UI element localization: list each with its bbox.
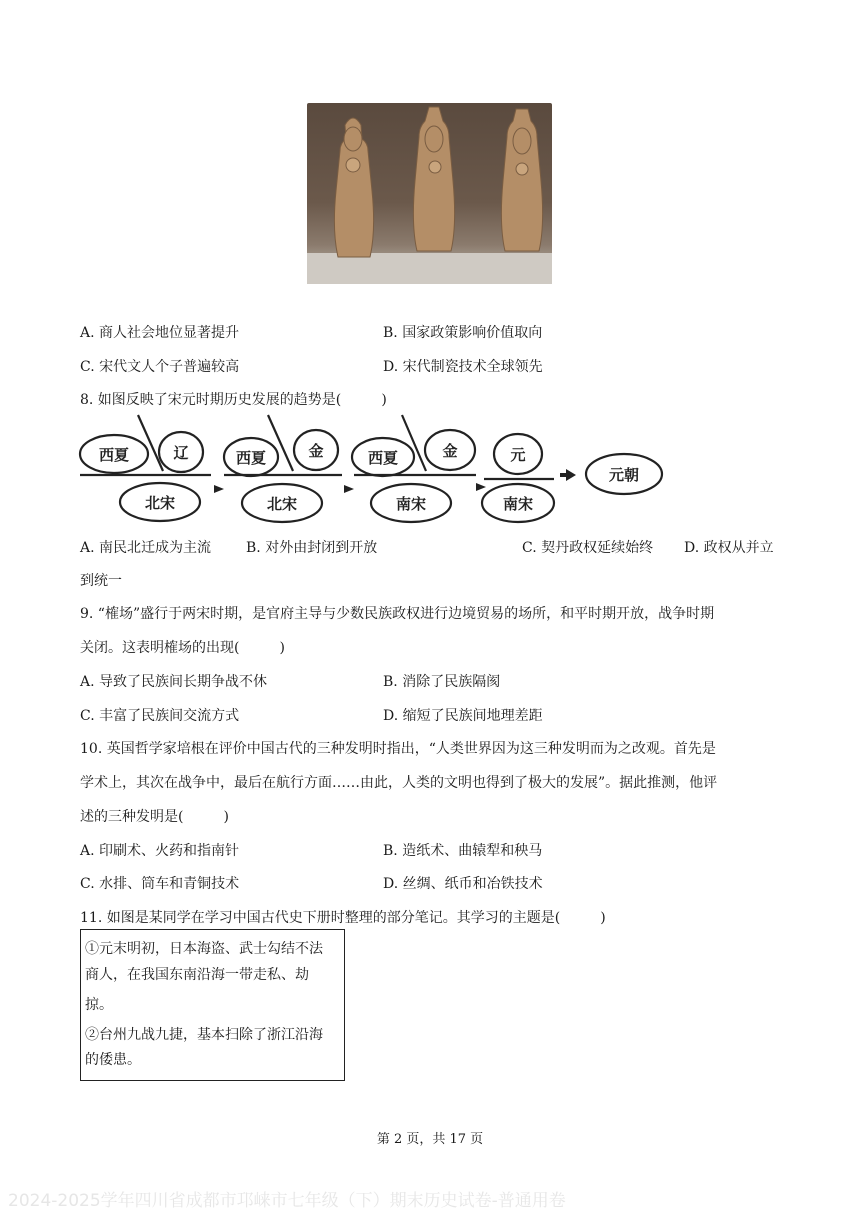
q10-stem-line3: 述的三种发明是( ) xyxy=(80,809,229,825)
q9-stem-line1: 9. “榷场”盛行于两宋时期，是官府主导与少数民族政权进行边境贸易的场所，和平时期开放，战争时期 xyxy=(80,606,715,622)
study-notes-box xyxy=(80,929,345,1081)
label-xixia-2: 西夏 xyxy=(235,449,267,467)
q8-option-d: D. 政权从并立 xyxy=(684,540,774,556)
q10-option-a: A. 印刷术、火药和指南针 xyxy=(80,843,240,859)
page-number: 第 2 页，共 17 页 xyxy=(376,1132,484,1147)
q10-stem-line1: 10. 英国哲学家培根在评价中国古代的三种发明时指出，“人类世界因为这三种发明而为之改观。首先是 xyxy=(80,741,716,757)
label-beisong-2: 北宋 xyxy=(266,495,298,513)
note-line: 掠。 xyxy=(85,997,113,1013)
label-yuan: 元 xyxy=(510,446,526,464)
q7-option-b: B. 国家政策影响价值取向 xyxy=(383,325,543,341)
q8-option-a: A. 南民北迁成为主流 xyxy=(80,540,212,556)
q8-stem: 8. 如图反映了宋元时期历史发展的趋势是( ) xyxy=(80,392,387,408)
q8-option-d-wrap: 到统一 xyxy=(80,573,122,589)
figurines-photo xyxy=(307,103,552,284)
exam-title-watermark: 2024-2025学年四川省成都市邛崃市七年级（下）期末历史试卷-普通用卷 xyxy=(8,1191,566,1211)
note-line: 商人，在我国东南沿海一带走私、劫 xyxy=(85,967,309,983)
note-line: ②台州九战九捷，基本扫除了浙江沿海 xyxy=(85,1027,323,1043)
q9-option-d: D. 缩短了民族间地理差距 xyxy=(383,708,543,724)
label-nansong-1: 南宋 xyxy=(395,495,427,513)
arrow-2 xyxy=(344,485,354,493)
q7-option-a: A. 商人社会地位显著提升 xyxy=(80,325,240,341)
q10-option-b: B. 造纸术、曲辕犁和秧马 xyxy=(383,843,543,859)
q9-option-c: C. 丰富了民族间交流方式 xyxy=(80,708,240,724)
q11-stem: 11. 如图是某同学在学习中国古代史下册时整理的部分笔记。其学习的主题是( ) xyxy=(80,910,606,926)
q10-stem-line2: 学术上，其次在战争中，最后在航行方面……由此，人类的文明也得到了极大的发展”。据此推测，他评 xyxy=(80,775,718,791)
label-yuanchao: 元朝 xyxy=(608,466,640,484)
arrow-4 xyxy=(566,469,576,481)
label-xixia-1: 西夏 xyxy=(98,446,130,464)
q7-option-c: C. 宋代文人个子普遍较高 xyxy=(80,359,240,375)
note-line: 的倭患。 xyxy=(85,1052,141,1068)
q7-option-d: D. 宋代制瓷技术全球领先 xyxy=(383,359,543,375)
q9-option-a: A. 导致了民族间长期争战不休 xyxy=(80,674,268,690)
label-beisong-1: 北宋 xyxy=(144,494,176,512)
q10-option-c: C. 水排、筒车和青铜技术 xyxy=(80,876,240,892)
q9-option-b: B. 消除了民族隔阂 xyxy=(383,674,501,690)
q8-option-b: B. 对外由封闭到开放 xyxy=(246,540,378,556)
label-xixia-3: 西夏 xyxy=(367,449,399,467)
figurines-illustration xyxy=(307,103,552,284)
arrow-3 xyxy=(476,483,486,491)
q9-stem-line2: 关闭。这表明榷场的出现( ) xyxy=(80,640,285,656)
arrow-1 xyxy=(214,485,224,493)
song-yuan-diagram xyxy=(78,413,678,529)
note-line: ①元末明初，日本海盗、武士勾结不法 xyxy=(85,941,323,957)
label-jin-2: 金 xyxy=(442,442,458,460)
label-liao: 辽 xyxy=(173,444,189,462)
q8-option-c: C. 契丹政权延续始终 xyxy=(522,540,654,556)
label-jin-1: 金 xyxy=(308,442,324,460)
label-nansong-2: 南宋 xyxy=(502,495,534,513)
q10-option-d: D. 丝绸、纸币和冶铁技术 xyxy=(383,876,543,892)
